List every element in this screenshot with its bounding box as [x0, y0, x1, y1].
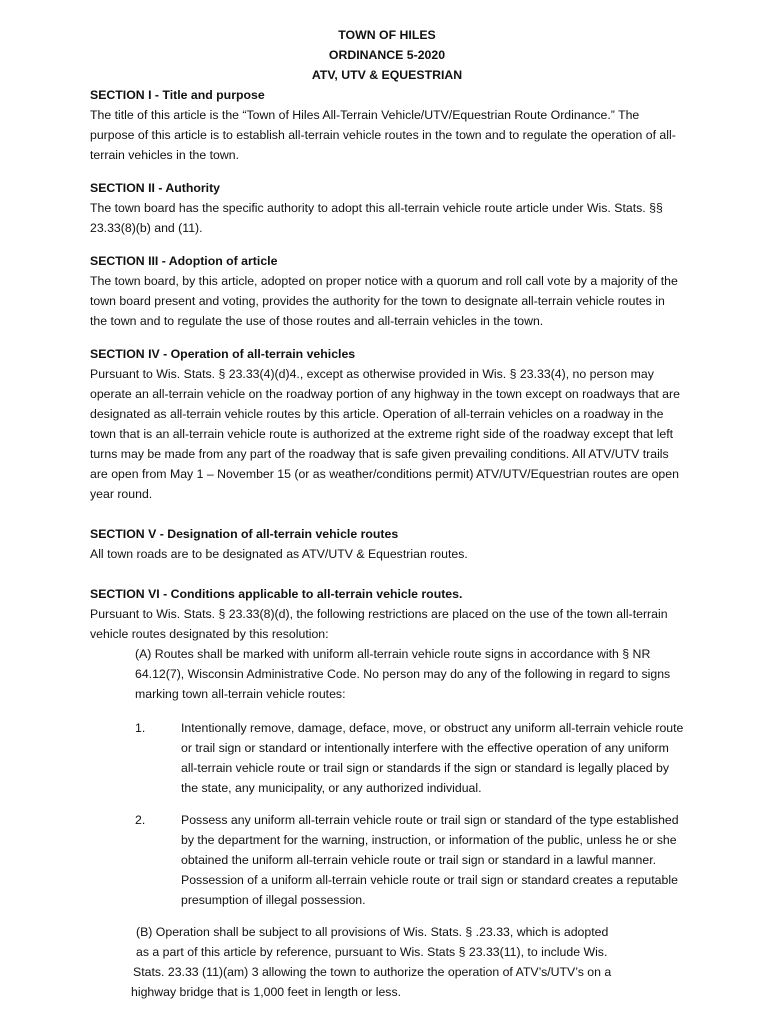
list-item	[90, 718, 684, 798]
section-heading: SECTION II - Authority	[90, 181, 221, 195]
section-body: Pursuant to Wis. Stats. § 23.33(4)(d)4., except as otherwise provided in Wis. § 23.33(4), no person may operate an all-terrain vehicle on the roadway portion of any highway in the town except on roadways that are designated as all-terrain vehicle routes by this article. Operation of all-terrain vehicles on a roadway in the town that is an all-terrain vehicle route is authorized at the extreme right side of the roadway except that left turns may be made from any part of the roadway that is safe given prevailing conditions. All ATV/UTV trails are open from May 1 – November 15 (or as weather/conditions permit) ATV/UTV/Equestrian routes are open year round.	[90, 367, 680, 501]
list-item-number: 1.	[135, 721, 146, 735]
town-title: TOWN OF HILES	[338, 28, 436, 42]
section-2	[90, 178, 684, 238]
ordinance-number: ORDINANCE 5-2020	[328, 48, 446, 62]
list-item	[90, 810, 684, 910]
paragraph-b-line: Stats. 23.33 (11)(am) 3 allowing the town to authorize the operation of ATV’s/UTV’s on a	[133, 965, 612, 979]
section-body: The town board has the specific authority to adopt this all-terrain vehicle route article under Wis. Stats. §§ 23.33(8)(b) and (11).	[90, 201, 663, 235]
section-heading: SECTION I - Title and purpose	[90, 88, 265, 102]
section-body: Pursuant to Wis. Stats. § 23.33(8)(d), the following restrictions are placed on the use of the town all-terrain vehicle routes designated by this resolution:	[90, 607, 668, 641]
paragraph-b	[90, 922, 684, 1002]
section-3	[90, 251, 684, 331]
section-heading: SECTION IV - Operation of all-terrain vehicles	[90, 347, 356, 361]
paragraph-b-line: (B) Operation shall be subject to all provisions of Wis. Stats. § .23.33, which is adopted	[136, 925, 609, 939]
ordinance-subject: ATV, UTV & EQUESTRIAN	[311, 68, 463, 82]
paragraph-a: (A) Routes shall be marked with uniform all-terrain vehicle route signs in accordance with § NR 64.12(7), Wisconsin Administrative Code. No person may do any of the following in regard to signs marking town all-terrain vehicle routes:	[135, 647, 671, 701]
section-body: The title of this article is the “Town of Hiles All-Terrain Vehicle/UTV/Equestrian Route Ordinance.” The purpose of this article is to establish all-terrain vehicle routes in the town and to regulate the operation of all-terrain vehicles in the town.	[90, 108, 676, 162]
document-header	[90, 25, 684, 85]
section-6	[90, 584, 684, 1002]
section-heading: SECTION III - Adoption of article	[90, 254, 278, 268]
paragraph-b-line: highway bridge that is 1,000 feet in length or less.	[131, 985, 402, 999]
list-item-text: Intentionally remove, damage, deface, move, or obstruct any uniform all-terrain vehicle route or trail sign or standard or intentionally interfere with the effective operation of any uniform all-terrain vehicle route or trail sign or standards if the sign or standard is legally placed by the state, any municipality, or any authorized individual.	[181, 721, 684, 795]
list-item-number: 2.	[135, 813, 146, 827]
section-1	[90, 85, 684, 165]
section-5	[90, 524, 684, 564]
section-heading: SECTION VI - Conditions applicable to all-terrain vehicle routes.	[90, 587, 463, 601]
section-heading: SECTION V - Designation of all-terrain vehicle routes	[90, 527, 399, 541]
section-body: All town roads are to be designated as ATV/UTV & Equestrian routes.	[90, 547, 468, 561]
paragraph-b-line: as a part of this article by reference, pursuant to Wis. Stats § 23.33(11), to include Wis.	[136, 945, 608, 959]
section-body: The town board, by this article, adopted on proper notice with a quorum and roll call vote by a majority of the town board present and voting, provides the authority for the town to designate all-terrain vehicle routes in the town and to regulate the use of those routes and all-terrain vehicles in the town.	[90, 274, 678, 328]
list-item-text: Possess any uniform all-terrain vehicle route or trail sign or standard of the type established by the department for the warning, instruction, or information of the public, unless he or she obtained the uniform all-terrain vehicle route or trail sign or standard in a lawful manner. Possession of a uniform all-terrain vehicle route or trail sign or standard creates a reputable presumption of illegal possession.	[181, 813, 679, 907]
section-4	[90, 344, 684, 504]
